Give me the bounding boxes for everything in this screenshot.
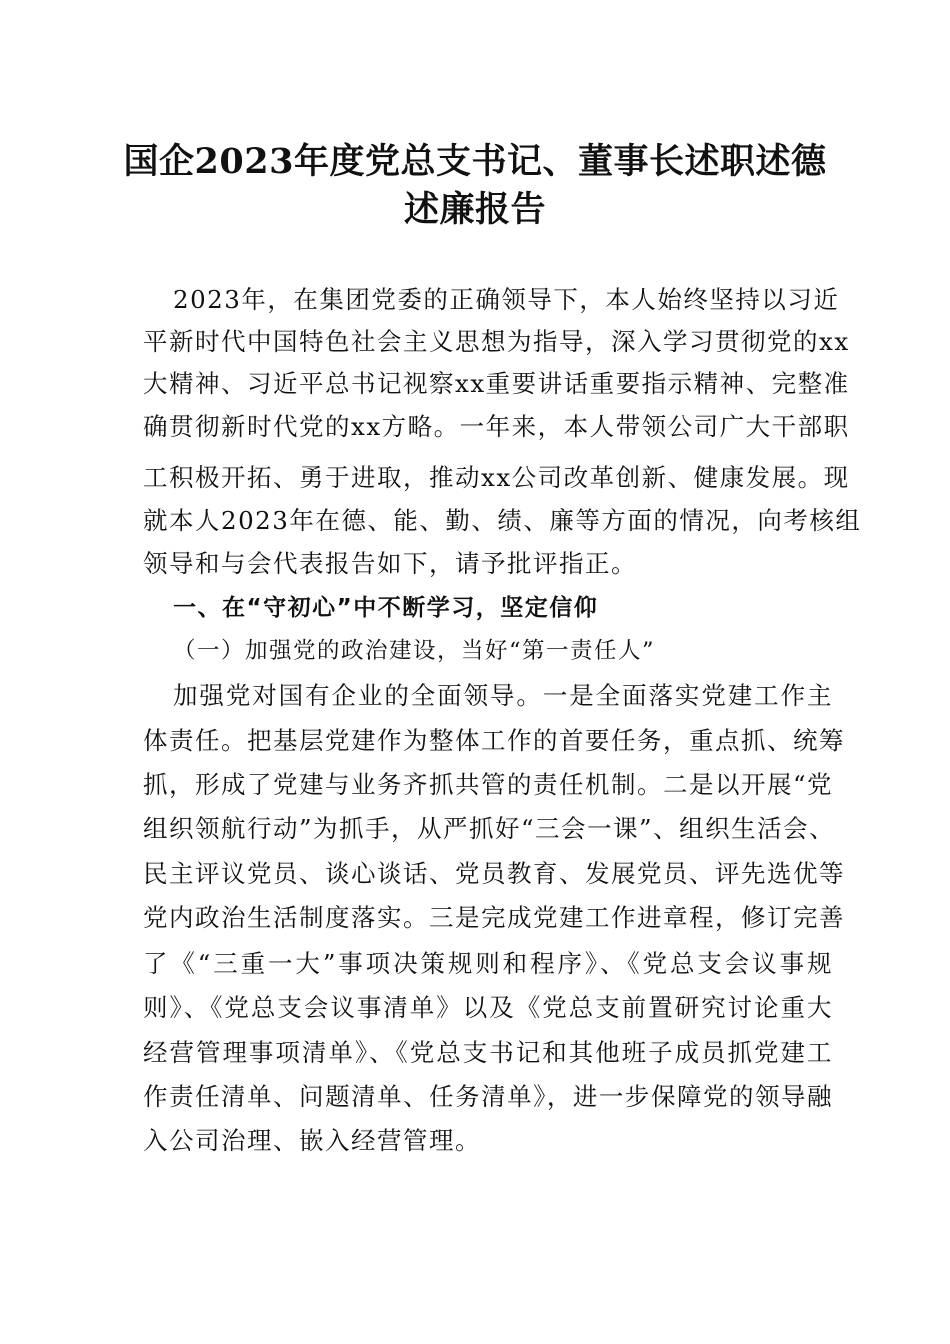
- body-line: 则》、《党总支会议事清单》以及《党总支前置研究讨论重大: [143, 993, 833, 1022]
- intro-line: 平新时代中国特色社会主义思想为指导，深入学习贯彻党的xx: [143, 327, 850, 356]
- body-line: 了《“三重一大”事项决策规则和程序》、《党总支会议事规: [143, 949, 833, 978]
- body-line: 党内政治生活制度落实。三是完成党建工作进章程，修订完善: [143, 903, 845, 932]
- body-line: 作责任清单、问题清单、任务清单》，进一步保障党的领导融: [143, 1082, 833, 1111]
- section-heading-1: 一、在“守初心”中不断学习，坚定信仰: [173, 595, 599, 621]
- body-line: 民主评议党员、谈心谈话、党员教育、发展党员、评先选优等: [143, 859, 845, 888]
- intro-line: 确贯彻新时代党的xx方略。一年来，本人带领公司广大干部职: [143, 412, 850, 441]
- intro-line: 工积极开拓、勇于进取，推动xx公司改革创新、健康发展。现: [143, 463, 850, 492]
- body-line: 入公司治理、嵌入经营管理。: [143, 1126, 481, 1155]
- body-line: 体责任。把基层党建作为整体工作的首要任务，重点抓、统筹: [143, 726, 845, 755]
- document-title: [100, 138, 850, 234]
- intro-line: 大精神、习近平总书记视察xx重要讲话重要指示精神、完整准: [143, 369, 850, 398]
- body-line: 经营管理事项清单》、《党总支书记和其他班子成员抓党建工: [143, 1038, 833, 1067]
- body-line: 加强党对国有企业的全面领导。一是全面落实党建工作主: [173, 681, 833, 710]
- intro-line: 领导和与会代表报告如下，请予批评指正。: [143, 549, 637, 578]
- body-line: 抓，形成了党建与业务齐抓共管的责任机制。二是以开展“党: [143, 770, 834, 799]
- intro-line: 2023年，在集团党委的正确领导下，本人始终坚持以习近: [173, 285, 840, 314]
- intro-line: 就本人2023年在德、能、勤、绩、廉等方面的情况，向考核组: [143, 506, 862, 535]
- subsection-heading-1-1: （一）加强党的政治建设，当好“第一责任人”: [173, 638, 656, 664]
- title-line-1: 国企2023年度党总支书记、董事长述职述德: [123, 141, 827, 182]
- body-line: 组织领航行动”为抓手，从严抓好“三会一课”、组织生活会、: [143, 814, 836, 843]
- title-line-2: 述廉报告: [403, 189, 546, 230]
